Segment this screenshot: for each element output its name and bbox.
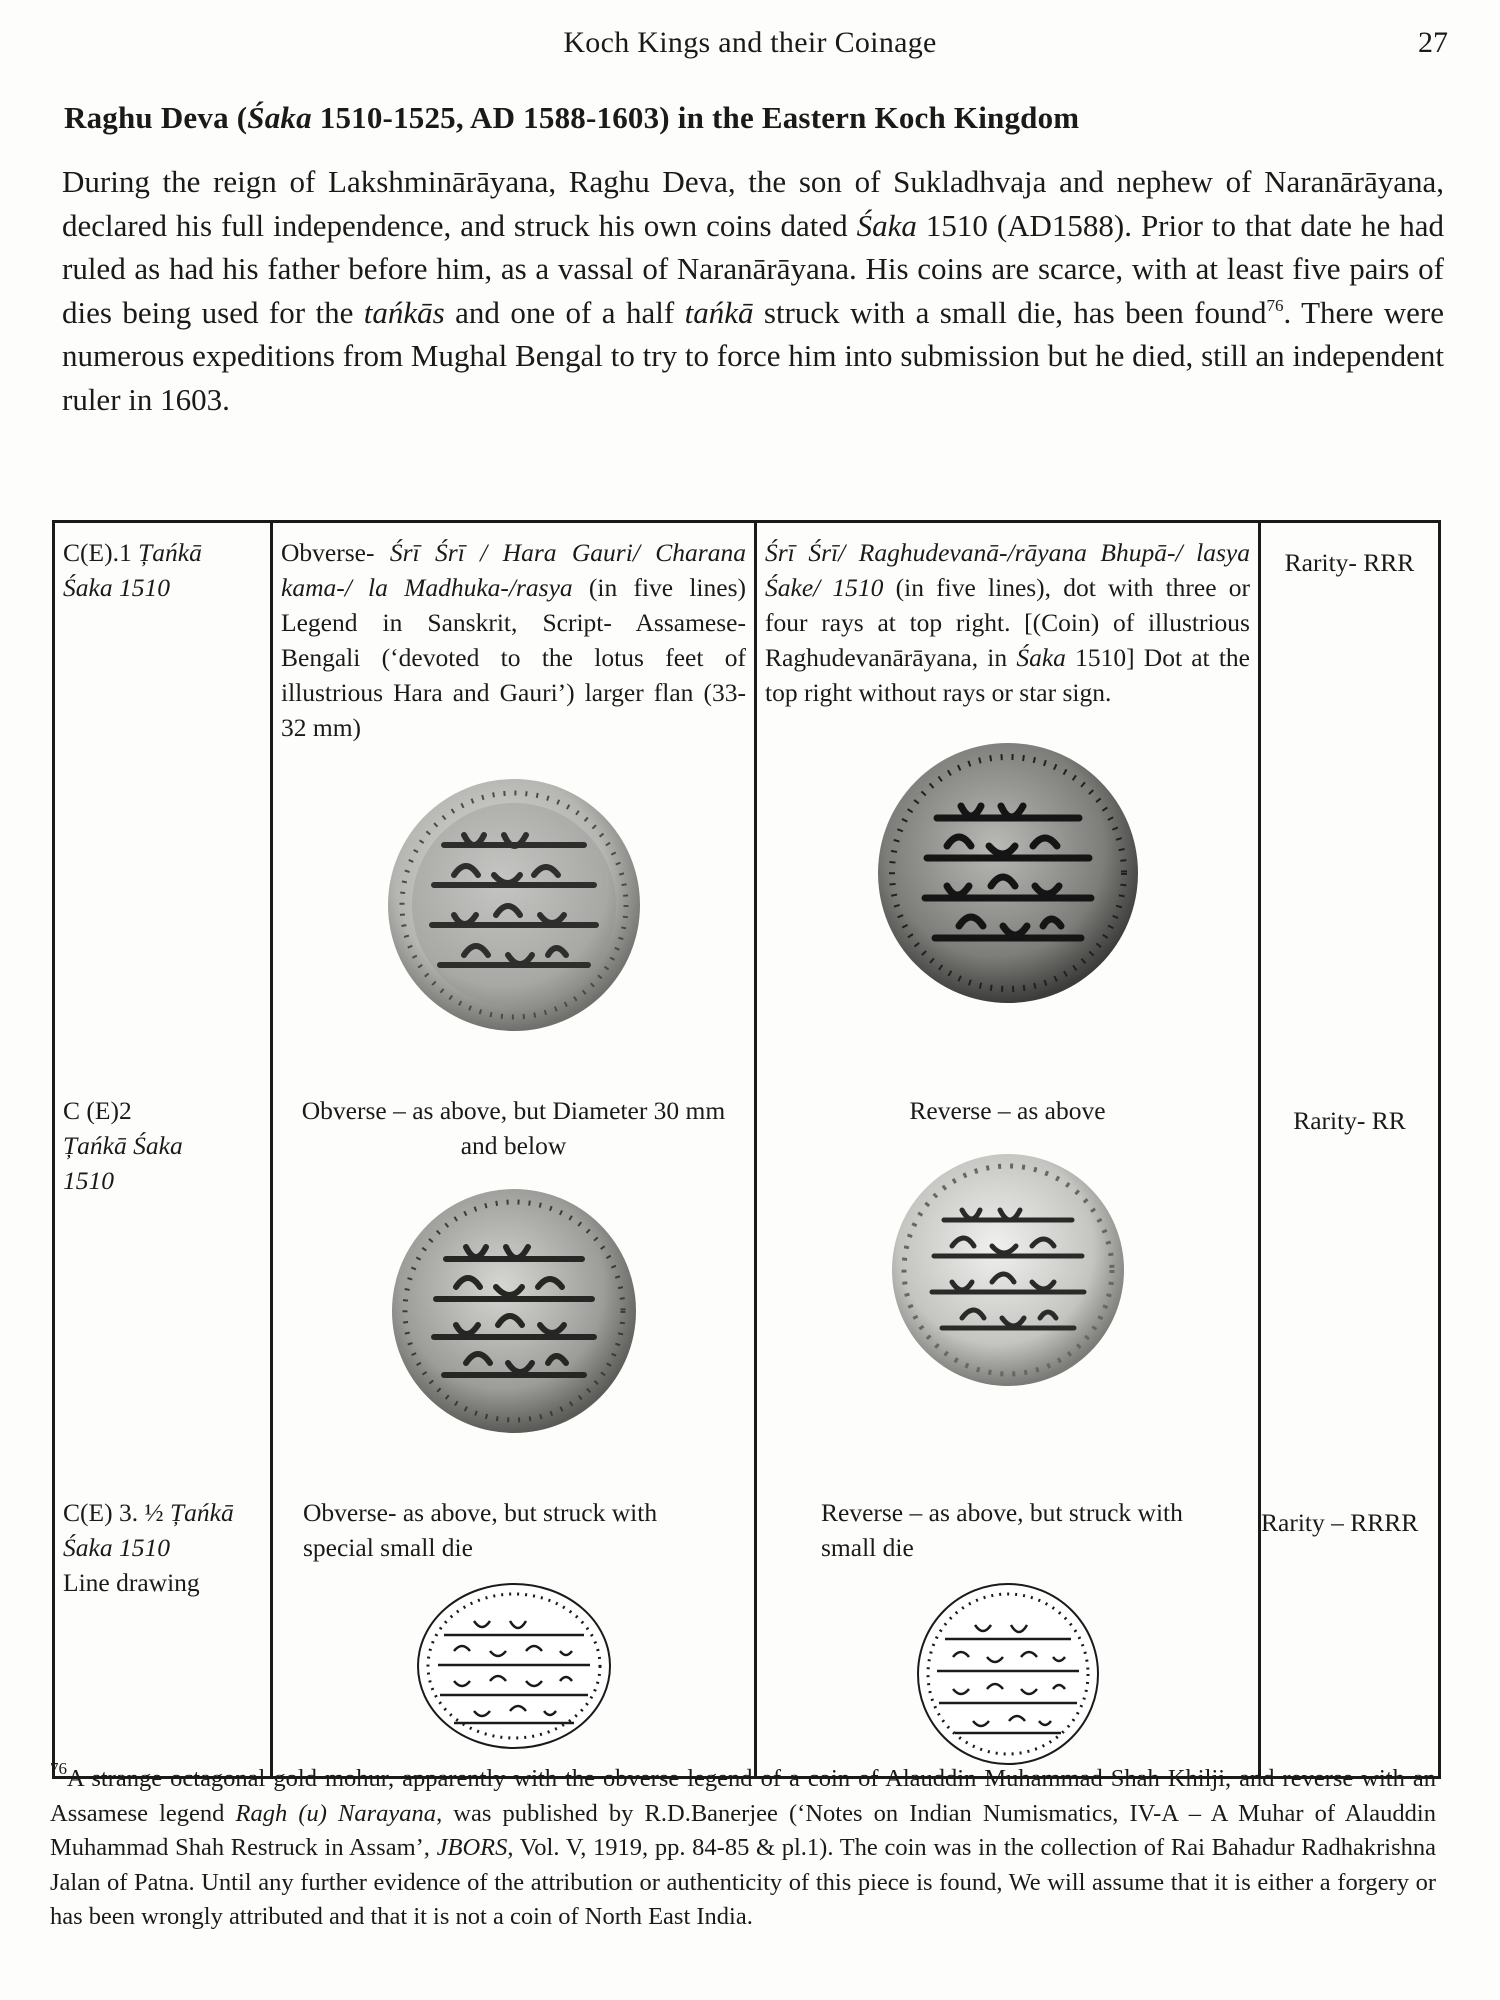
reverse-description: Reverse – as above, but struck with small die: [821, 1498, 1183, 1562]
rarity-label: Rarity – RRRR: [1261, 1508, 1419, 1537]
reverse-cell: [756, 1083, 1260, 1485]
table-row: [54, 1485, 1440, 1778]
reverse-description: Śrī Śrī/ Raghudevanā-/rāyana Bhupā-/ lasya Śake/ 1510 (in five lines), dot with three or four rays at top right. [(Coin) of illustrious Raghudevanārāyana, in Śaka 1510] Dot at the top right without rays or star sign.: [765, 538, 1250, 707]
obverse-cell: [272, 1485, 756, 1778]
obverse-description: Obverse- Śrī Śrī / Hara Gauri/ Charana kama-/ la Madhuka-/rasya (in five lines) Legend in Sanskrit, Script- Assamese-Bengali (‘devoted to the lotus feet of illustrious Hara and Gauri’) larger flan (33-32 mm): [281, 538, 746, 742]
reverse-coin-photo: [765, 740, 1250, 1015]
catalogue-id-cell: C(E) 3. ½ Țańkā Śaka 1510 Line drawing: [54, 1485, 272, 1778]
catalogue-id-cell: C (E)2 Țańkā Śaka 1510: [54, 1083, 272, 1485]
reverse-coin-photo: [765, 1150, 1250, 1399]
rarity-cell: [1260, 522, 1440, 1084]
catalogue-id-cell: C(E).1 Țańkā Śaka 1510: [54, 522, 272, 1084]
reverse-description: Reverse – as above: [909, 1096, 1106, 1125]
reverse-cell: [756, 522, 1260, 1084]
intro-paragraph: During the reign of Lakshminārāyana, Raghu Deva, the son of Sukladhvaja and nephew of Naranārāyana, declared his full independence, and struck his own coins dated Śaka 1510 (AD1588). Prior to that date he had ruled as had his father before him, as a vassal of Naranārāyana. His coins are scarce, with at least five pairs of dies being used for the tańkās and one of a half tańkā struck with a small die, has been found$^{76}$. There were numerous expeditions from Mughal Bengal to try to force him into submission but he died, still an independent ruler in 1603.: [62, 164, 1445, 417]
reverse-cell: [756, 1485, 1260, 1778]
table-row: [54, 1083, 1440, 1485]
reverse-line-drawing: [765, 1581, 1250, 1776]
section-title: Raghu Deva (Śaka 1510-1525, AD 1588-1603) in the Eastern Koch Kingdom: [64, 100, 1080, 135]
rarity-label: Rarity- RR: [1293, 1106, 1406, 1135]
page-number: 27: [1418, 26, 1448, 59]
obverse-description: Obverse – as above, but Diameter 30 mm and below: [301, 1096, 726, 1160]
obverse-line-drawing: [281, 1581, 746, 1760]
coin-catalogue-table: [52, 520, 1441, 1779]
footnote-reference[interactable]: 76: [1266, 295, 1284, 315]
obverse-coin-photo: [281, 775, 746, 1044]
rarity-cell: [1260, 1083, 1440, 1485]
running-title: Koch Kings and their Coinage: [563, 26, 937, 59]
obverse-cell: [272, 1083, 756, 1485]
page-header: [0, 26, 1500, 66]
obverse-cell: [272, 522, 756, 1084]
rarity-label: Rarity- RRR: [1284, 548, 1415, 577]
table-row: [54, 522, 1440, 1084]
rarity-cell: [1260, 1485, 1440, 1778]
obverse-description: Obverse- as above, but struck with special small die: [303, 1498, 658, 1562]
footnote-number: 76: [50, 1759, 67, 1778]
footnote: $^{76}$A strange octagonal gold mohur, apparently with the obverse legend of a coin of Alauddin Muhammad Shah Khilji, and reverse with an Assamese legend Ragh (u) Narayana, was published by R.D.Banerjee (‘Notes on Indian Numismatics, IV-A – A Muhar of Alauddin Muhammad Shah Restruck in Assam’, JBORS, Vol. V, 1919, pp. 84-85 & pl.1). The coin was in the collection of Rai Bahadur Radhakrishna Jalan of Patna. Until any further evidence of the attribution or authenticity of this piece is found, We will assume that it is either a forgery or has been wrongly attributed and that it is not a coin of North East India.: [50, 1759, 1436, 1930]
obverse-coin-photo: [281, 1185, 746, 1446]
